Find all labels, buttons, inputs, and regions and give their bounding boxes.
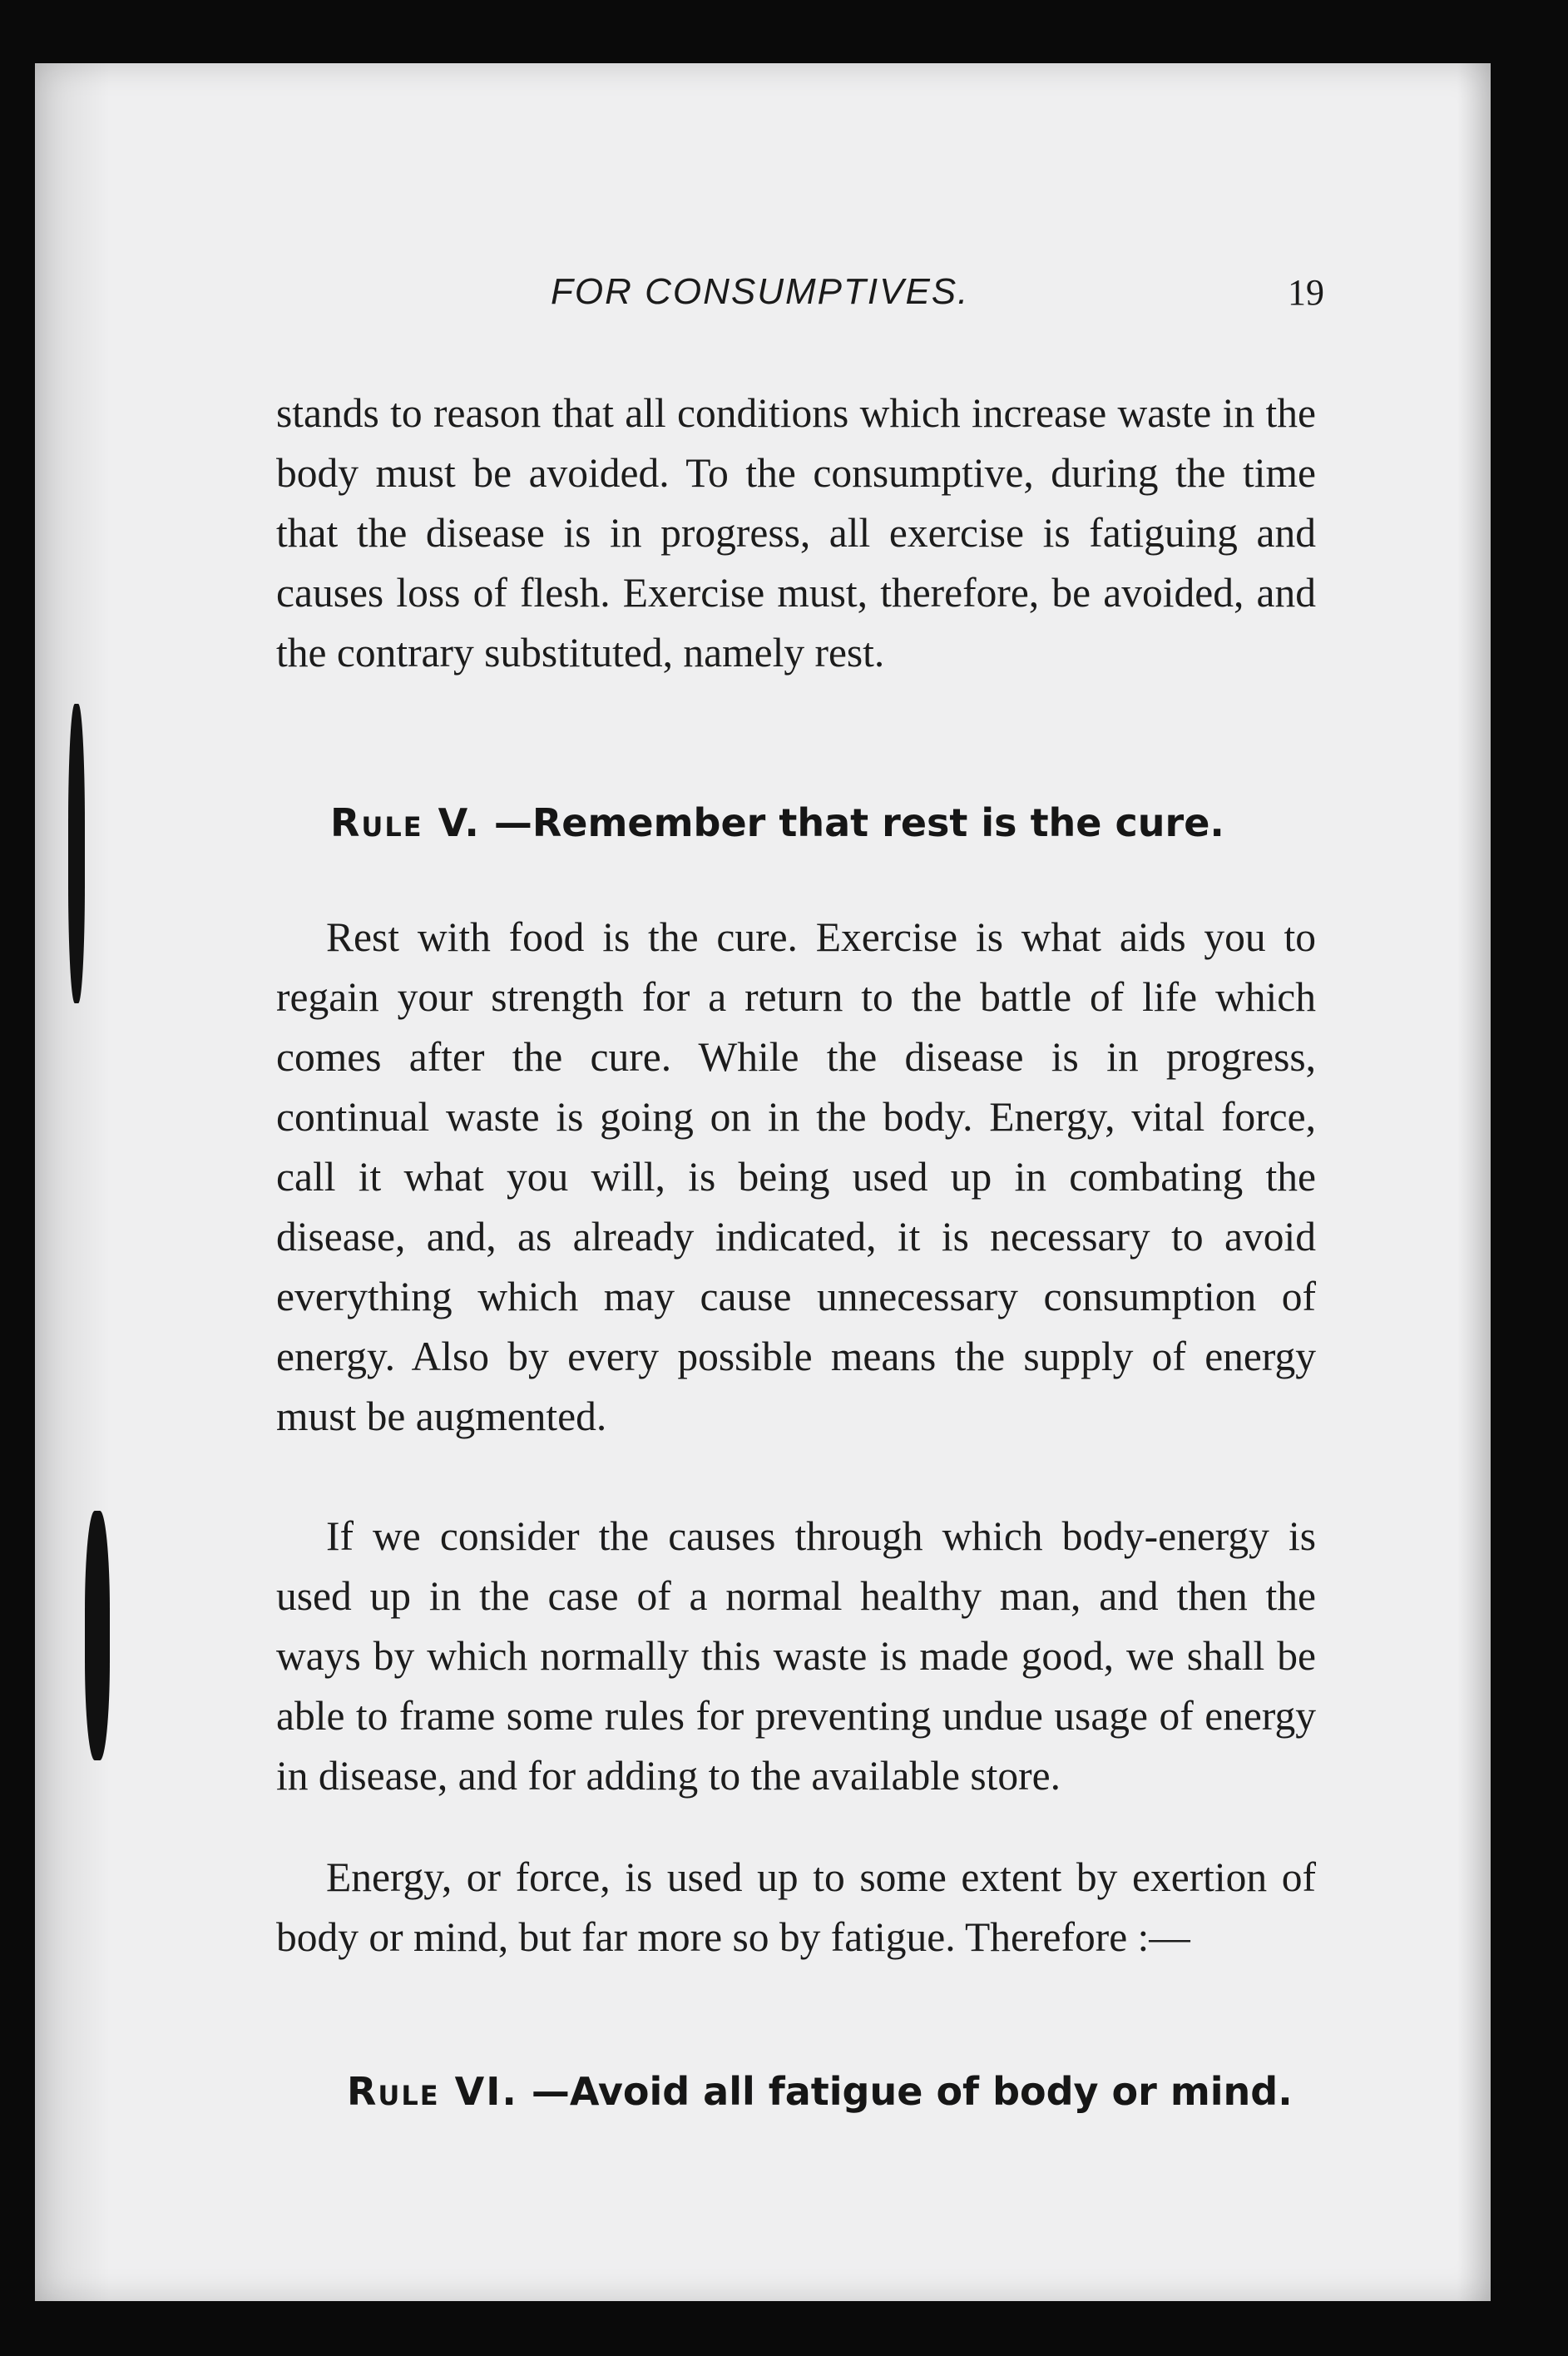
paragraph: If we consider the causes through which body-energy is used up in the case of a normal healthy man, and then the ways by which normally this waste is made good, we shall be able to frame some rules for preventing undue usage of energy in disease, and for adding to the available store. xyxy=(276,1513,1316,1799)
rule-label: Rule V. xyxy=(330,800,481,845)
margin-smudge xyxy=(68,704,85,1003)
rule-text: —Remember that rest is the cure. xyxy=(493,800,1224,845)
rule-label: Rule VI. xyxy=(347,2069,518,2114)
rule-line xyxy=(347,2064,1358,2119)
rule-text: —Avoid all fatigue of body or mind. xyxy=(531,2069,1293,2114)
running-head: FOR CONSUMPTIVES. xyxy=(551,271,970,312)
margin-smudge xyxy=(85,1511,110,1760)
rule-heading xyxy=(347,2064,1358,2119)
paragraph: Rest with food is the cure. Exercise is what aids you to regain your strength for a return to the battle of life which comes after the cure. While the disease is in progress, continual waste is going on in the body. Energy, vital force, call it what you will, is being used up in combating the disease, and, as already indicated, it is necessary to avoid everything which may cause unnecessary consumption of energy. Also by every possible means the supply of energy must be augmented. xyxy=(276,914,1316,1439)
paragraph: Energy, or force, is used up to some extent by exertion of body or mind, but far more so by fatigue. Therefore :— xyxy=(276,1854,1316,1960)
book-page xyxy=(35,63,1491,2301)
page-header xyxy=(268,271,1324,346)
rule-heading xyxy=(330,795,1320,850)
rule-line xyxy=(330,795,1320,850)
page-number: 19 xyxy=(1288,272,1324,313)
paragraph: stands to reason that all conditions which increase waste in the body must be avoided. To the consumptive, during the time that the disease is in progress, all exercise is fatiguing and causes loss of flesh. Exercise must, therefore, be avoided, and the contrary substituted, namely rest. xyxy=(276,390,1316,676)
